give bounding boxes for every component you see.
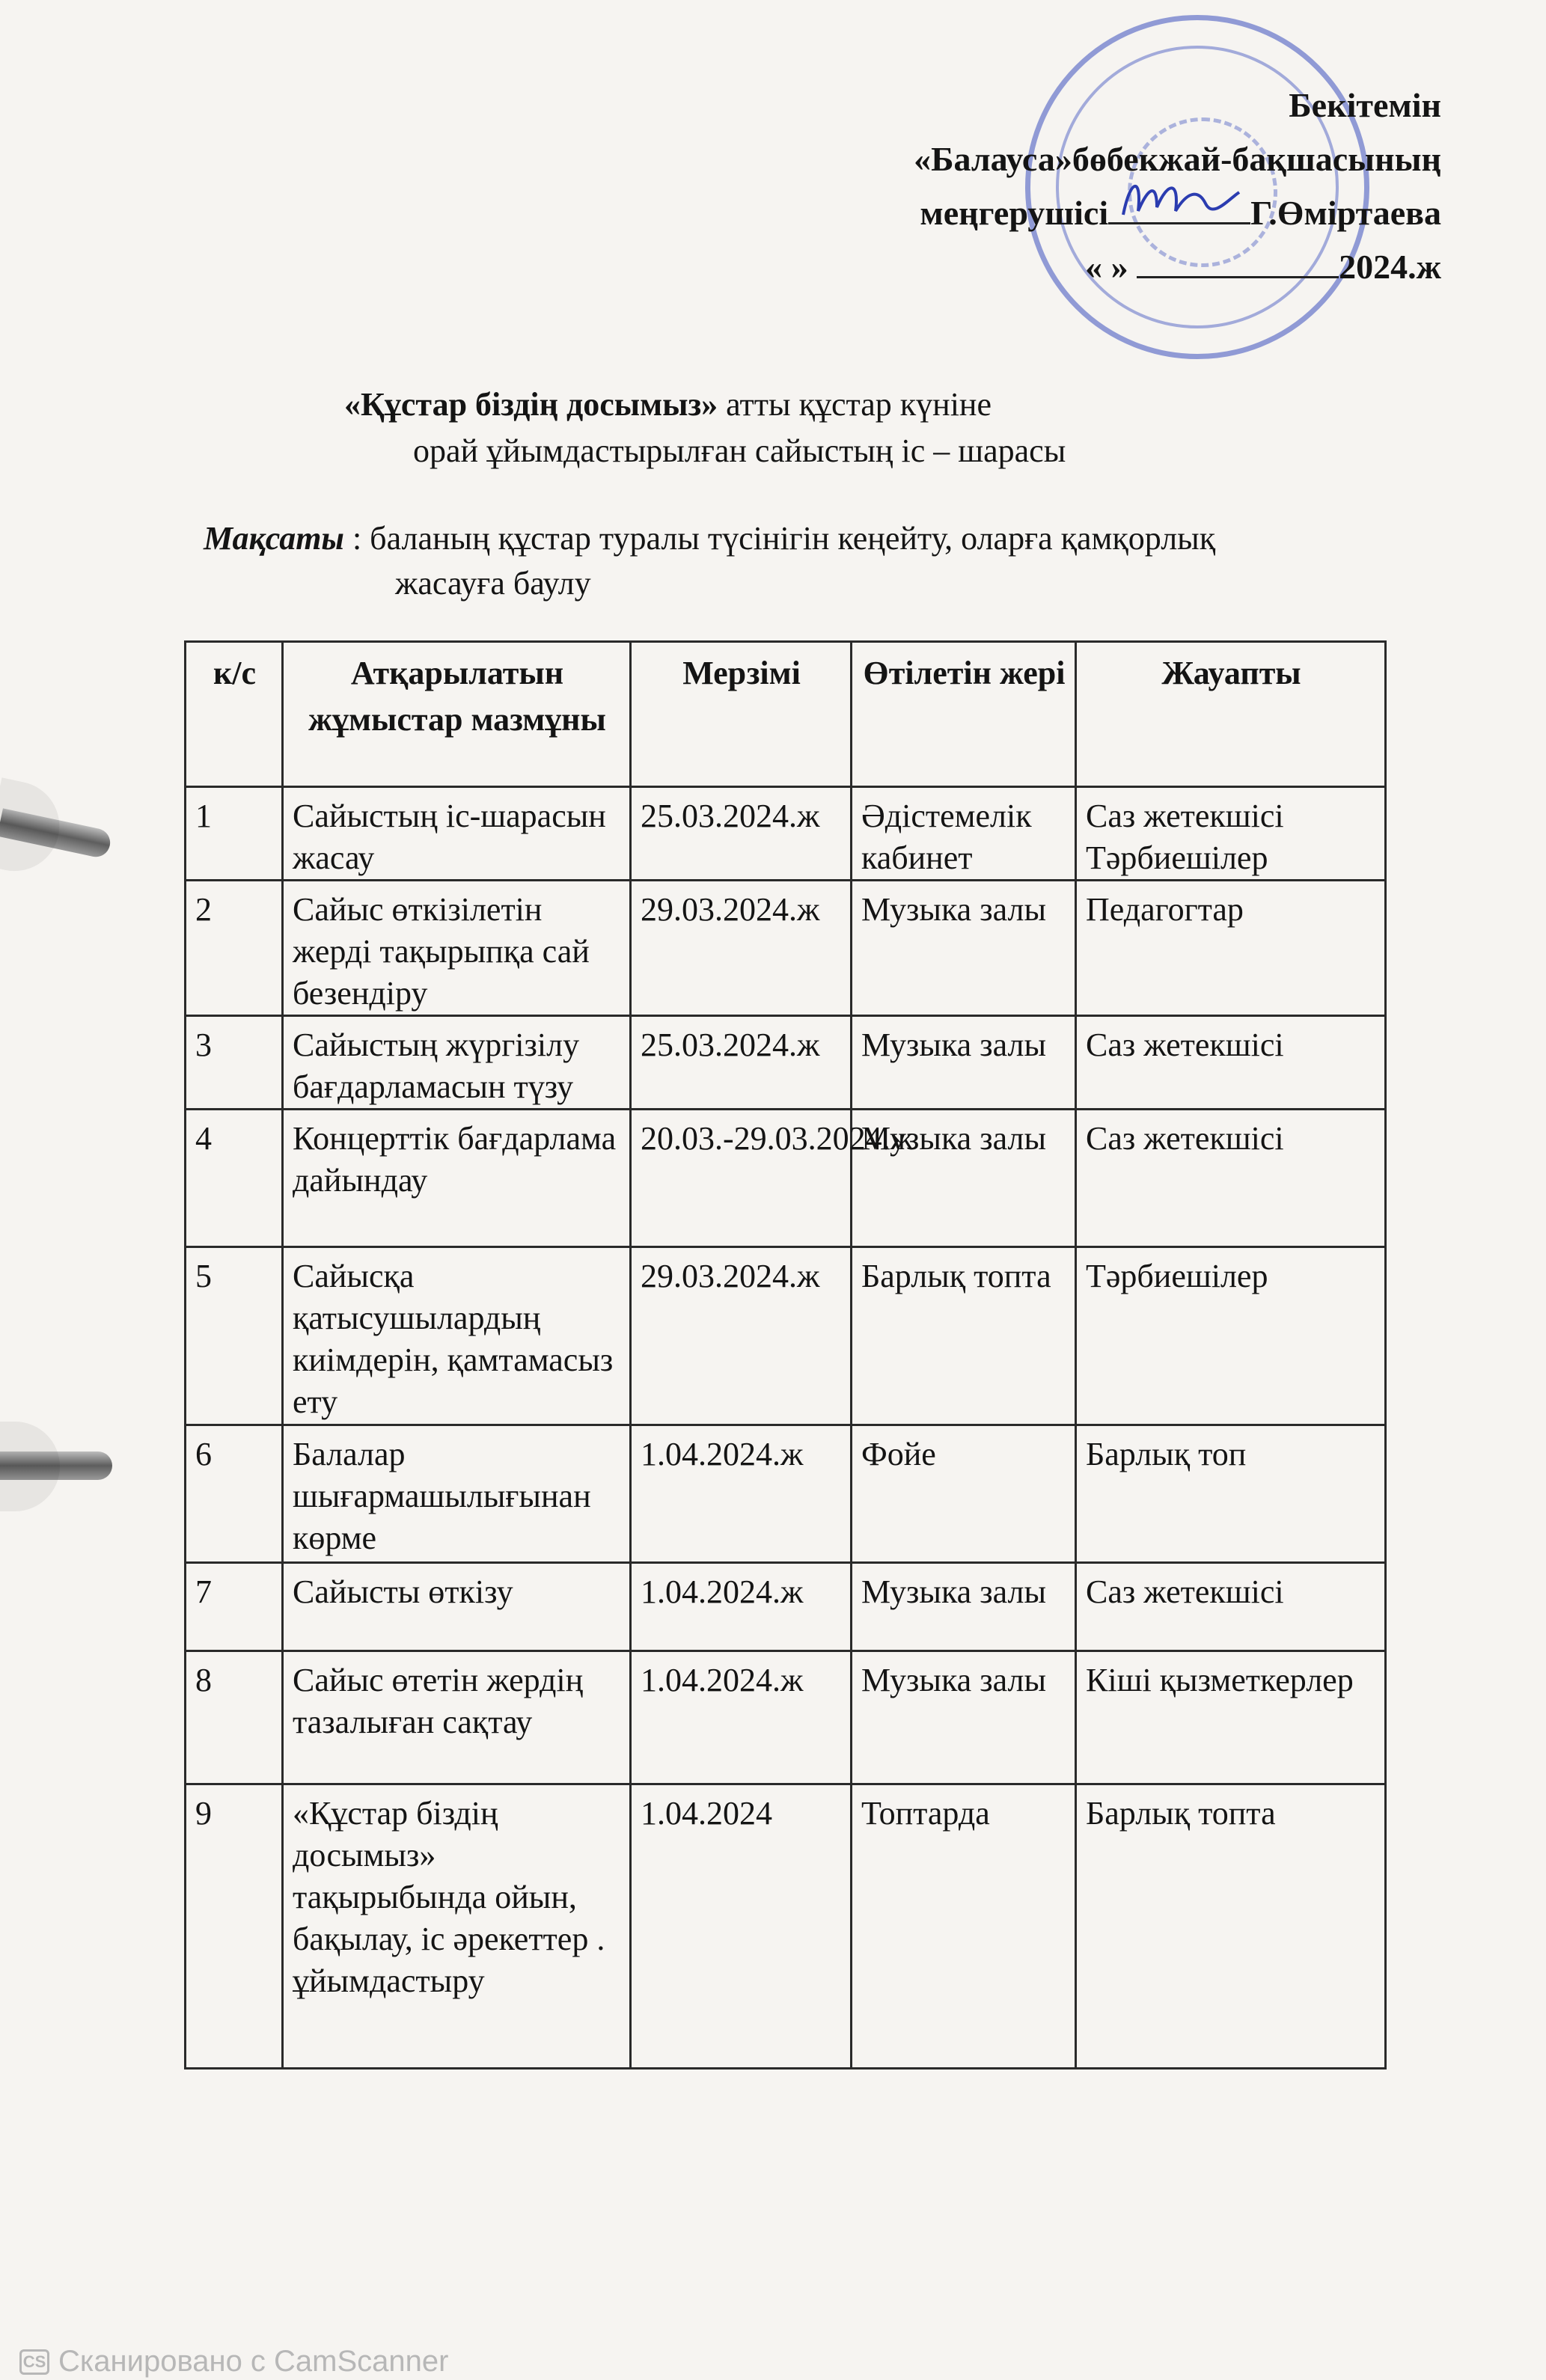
table-row xyxy=(186,1247,1386,1425)
cell-date: 20.03.-29.03.2024.ж xyxy=(631,1110,852,1247)
cell-number: 5 xyxy=(186,1247,283,1425)
scanner-watermark xyxy=(19,2345,448,2379)
goal-label: Мақсаты xyxy=(204,520,344,557)
approval-line3 xyxy=(914,186,1441,240)
cell-responsible: Саз жетекшісі xyxy=(1076,1016,1386,1110)
header-task: Атқарылатын жұмыстар мазмұны xyxy=(283,642,631,787)
plan-table xyxy=(184,640,1387,2070)
cell-place: Фойе xyxy=(852,1425,1076,1563)
camscanner-logo-icon: CS xyxy=(19,2349,49,2375)
cell-date: 1.04.2024.ж xyxy=(631,1425,852,1563)
approval-line1: Бекітемін xyxy=(1289,86,1441,124)
cell-date: 1.04.2024 xyxy=(631,1784,852,2069)
table-row xyxy=(186,1784,1386,2069)
cell-date: 1.04.2024.ж xyxy=(631,1563,852,1651)
cell-date: 29.03.2024.ж xyxy=(631,1247,852,1425)
cell-number: 2 xyxy=(186,881,283,1016)
cell-place: Музыка залы xyxy=(852,1016,1076,1110)
cell-responsible: Тәрбиешілер xyxy=(1076,1247,1386,1425)
goal-text1: : баланың құстар туралы түсінігін кеңейту, оларға қамқорлық xyxy=(343,520,1216,557)
approval-line4 xyxy=(914,240,1441,294)
cell-place: Музыка залы xyxy=(852,881,1076,1016)
cell-responsible: Педагогтар xyxy=(1076,881,1386,1016)
watermark-text: Сканировано с CamScanner xyxy=(58,2345,449,2378)
cell-responsible: Кіші қызметкерлер xyxy=(1076,1651,1386,1784)
cell-number: 8 xyxy=(186,1651,283,1784)
cell-place: Музыка залы xyxy=(852,1110,1076,1247)
table-header-row xyxy=(186,642,1386,787)
title-bold: «Құстар біздің досымыз» xyxy=(344,386,718,423)
cell-task: Сайыс өтетін жердің тазалыған сақтау xyxy=(283,1651,631,1784)
table-row xyxy=(186,1651,1386,1784)
approval-date-quotes: « » xyxy=(1085,248,1128,286)
cell-task: Концерттік бағдарлама дайындау xyxy=(283,1110,631,1247)
signature-line xyxy=(1108,192,1250,224)
binder-punch-shadow xyxy=(0,1451,112,1480)
cell-date: 1.04.2024.ж xyxy=(631,1651,852,1784)
header-place: Өтілетін жері xyxy=(852,642,1076,787)
goal-paragraph xyxy=(204,516,1386,606)
cell-date: 29.03.2024.ж xyxy=(631,881,852,1016)
header-responsible: Жауапты xyxy=(1076,642,1386,787)
cell-task: Сайысқа қатысушылардың киімдерін, қамтамасыз ету xyxy=(283,1247,631,1425)
cell-date: 25.03.2024.ж xyxy=(631,1016,852,1110)
cell-number: 4 xyxy=(186,1110,283,1247)
cell-responsible: Барлық топта xyxy=(1076,1784,1386,2069)
cell-number: 3 xyxy=(186,1016,283,1110)
title-rest: атты құстар күніне xyxy=(718,386,992,423)
date-blank-line xyxy=(1137,246,1339,278)
cell-task: Сайыстың жүргізілу бағдарламасын түзу xyxy=(283,1016,631,1110)
cell-task: «Құстар біздің досымыз» тақырыбында ойын, бақылау, іс әрекеттер . ұйымдастыру xyxy=(283,1784,631,2069)
cell-task: Сайыстың іс-шарасын жасау xyxy=(283,787,631,881)
table-row xyxy=(186,881,1386,1016)
cell-date: 25.03.2024.ж xyxy=(631,787,852,881)
cell-task: Сайыс өткізілетін жерді тақырыпқа сай безендіру xyxy=(283,881,631,1016)
cell-responsible: Саз жетекшісі xyxy=(1076,1110,1386,1247)
table-row xyxy=(186,787,1386,881)
header-number: к/с xyxy=(186,642,283,787)
approval-line2: «Балауса»бөбекжай-бақшасының xyxy=(914,140,1441,178)
cell-place: Әдістемелік кабинет xyxy=(852,787,1076,881)
document-title xyxy=(344,382,1332,474)
approval-block xyxy=(914,79,1441,294)
cell-responsible: Барлық топ xyxy=(1076,1425,1386,1563)
table-row xyxy=(186,1563,1386,1651)
approval-position: меңгерушісі xyxy=(920,194,1109,232)
table-row xyxy=(186,1425,1386,1563)
cell-responsible: Саз жетекшісі xyxy=(1076,1563,1386,1651)
table-row xyxy=(186,1110,1386,1247)
cell-number: 1 xyxy=(186,787,283,881)
approval-name: Г.Өміртаева xyxy=(1250,194,1441,232)
approval-year: 2024.ж xyxy=(1339,248,1441,286)
header-date: Мерзімі xyxy=(631,642,852,787)
cell-place: Топтарда xyxy=(852,1784,1076,2069)
cell-number: 9 xyxy=(186,1784,283,2069)
cell-place: Музыка залы xyxy=(852,1651,1076,1784)
cell-number: 6 xyxy=(186,1425,283,1563)
title-line2: орай ұйымдастырылған сайыстың іс – шарасы xyxy=(413,432,1066,469)
binder-punch-shadow xyxy=(0,808,113,859)
cell-responsible: Саз жетекшісі Тәрбиешілер xyxy=(1076,787,1386,881)
goal-text2: жасауға баулу xyxy=(395,565,591,602)
cell-number: 7 xyxy=(186,1563,283,1651)
cell-place: Барлық топта xyxy=(852,1247,1076,1425)
table-row xyxy=(186,1016,1386,1110)
cell-task: Балалар шығармашылығынан көрме xyxy=(283,1425,631,1563)
cell-place: Музыка залы xyxy=(852,1563,1076,1651)
cell-task: Сайысты өткізу xyxy=(283,1563,631,1651)
handwritten-signature xyxy=(1116,170,1243,230)
